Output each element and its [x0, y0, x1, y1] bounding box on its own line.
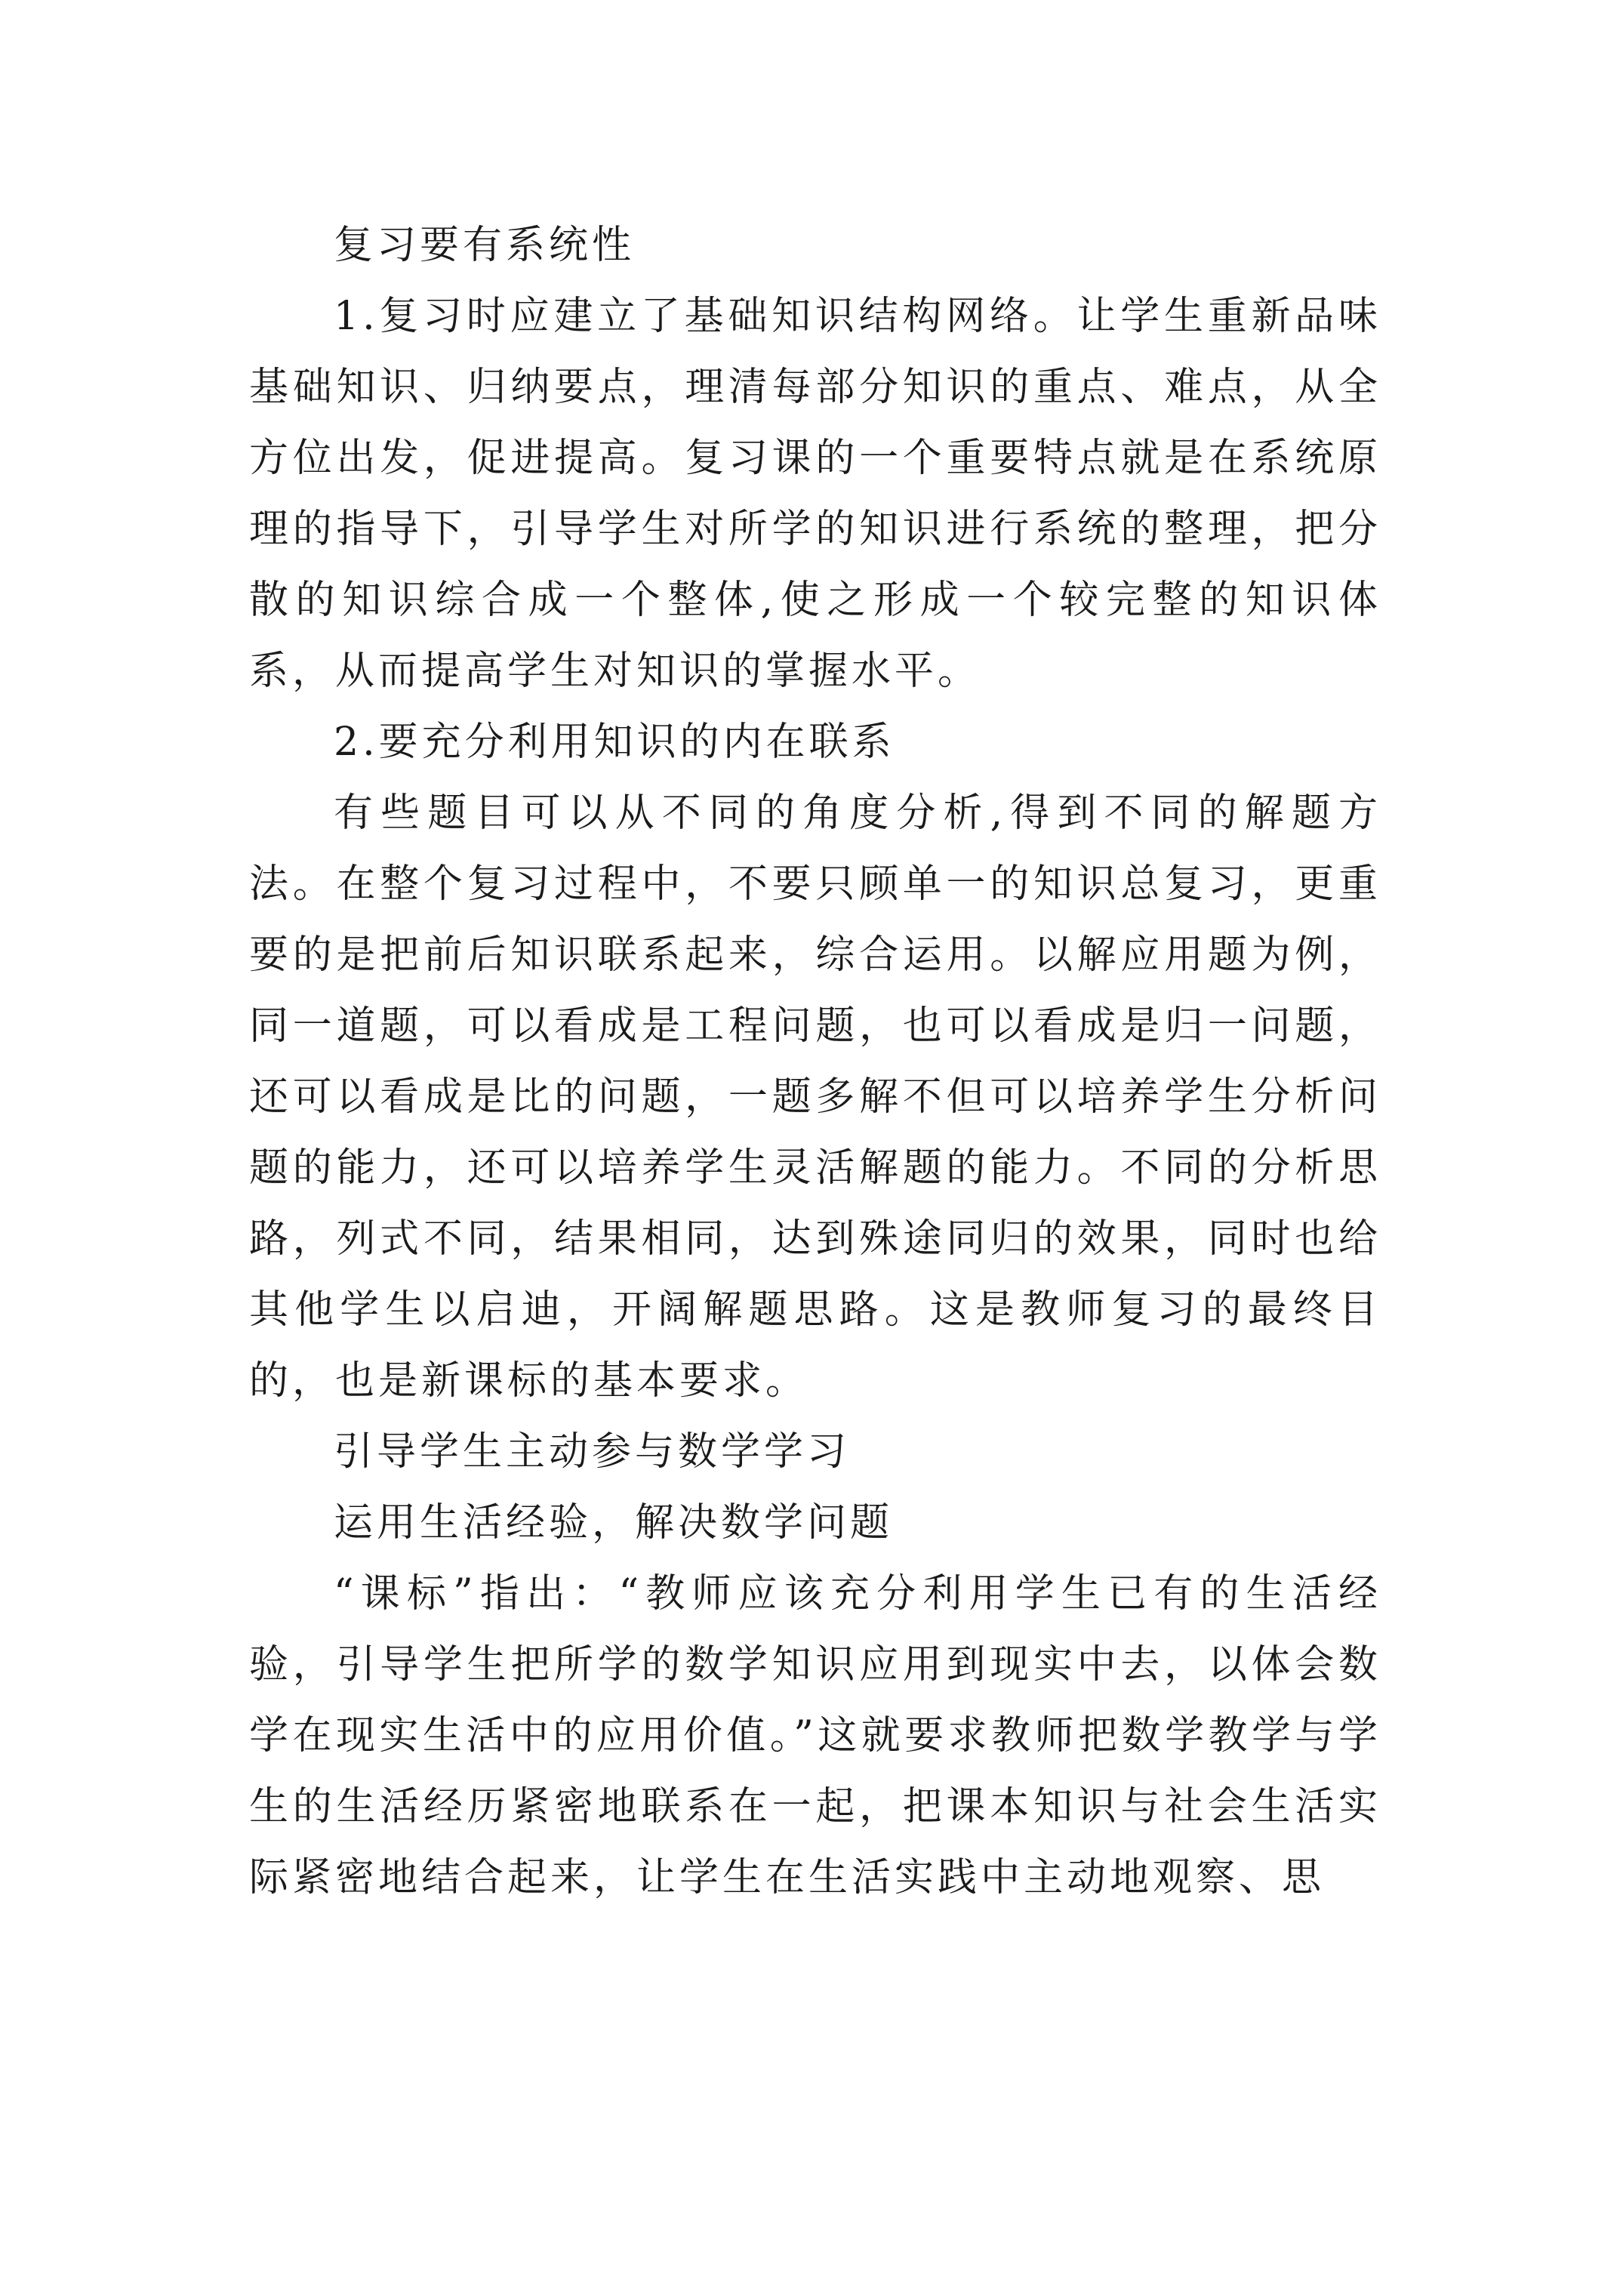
paragraph-curriculum-standard: “课标”指出：“教师应该充分利用学生已有的生活经验，引导学生把所学的数学知识应用到现实中去，以体会数学在现实生活中的应用价值。”这就要求教师把数学教学与学生的生活经历紧密地联系在一起，把课本知识与社会生活实际紧密地结合起来，让学生在生活实践中主动地观察、思 — [249, 1571, 1381, 1900]
heading-life-experience: 运用生活经验，解决数学问题 — [334, 1500, 894, 1546]
document-body — [249, 210, 1381, 1913]
paragraph-knowledge-network: 1.复习时应建立了基础知识结构网络。让学生重新品味基础知识、归纳要点，理清每部分知识的重点、难点，从全方位出发，促进提高。复习课的一个重要特点就是在系统原理的指导下，引导学生对所学的知识进行系统的整理，把分散的知识综合成一个整体,使之形成一个较完整的知识体系，从而提高学生对知识的掌握水平。 — [249, 294, 1381, 694]
heading-active-participation: 引导学生主动参与数学学习 — [334, 1429, 851, 1475]
paragraph-multiple-solutions: 有些题目可以从不同的角度分析,得到不同的解题方法。在整个复习过程中，不要只顾单一的知识总复习，更重要的是把前后知识联系起来，综合运用。以解应用题为例，同一道题，可以看成是工程问题，也可以看成是归一问题，还可以看成是比的问题，一题多解不但可以培养学生分析问题的能力，还可以培养学生灵活解题的能力。不同的分析思路，列式不同，结果相同，达到殊途同归的效果，同时也给其他学生以启迪，开阔解题思路。这是教师复习的最终目的，也是新课标的基本要求。 — [249, 791, 1381, 1404]
heading-review-systematic: 复习要有系统性 — [334, 223, 636, 268]
heading-internal-connection: 2.要充分利用知识的内在联系 — [334, 720, 895, 765]
